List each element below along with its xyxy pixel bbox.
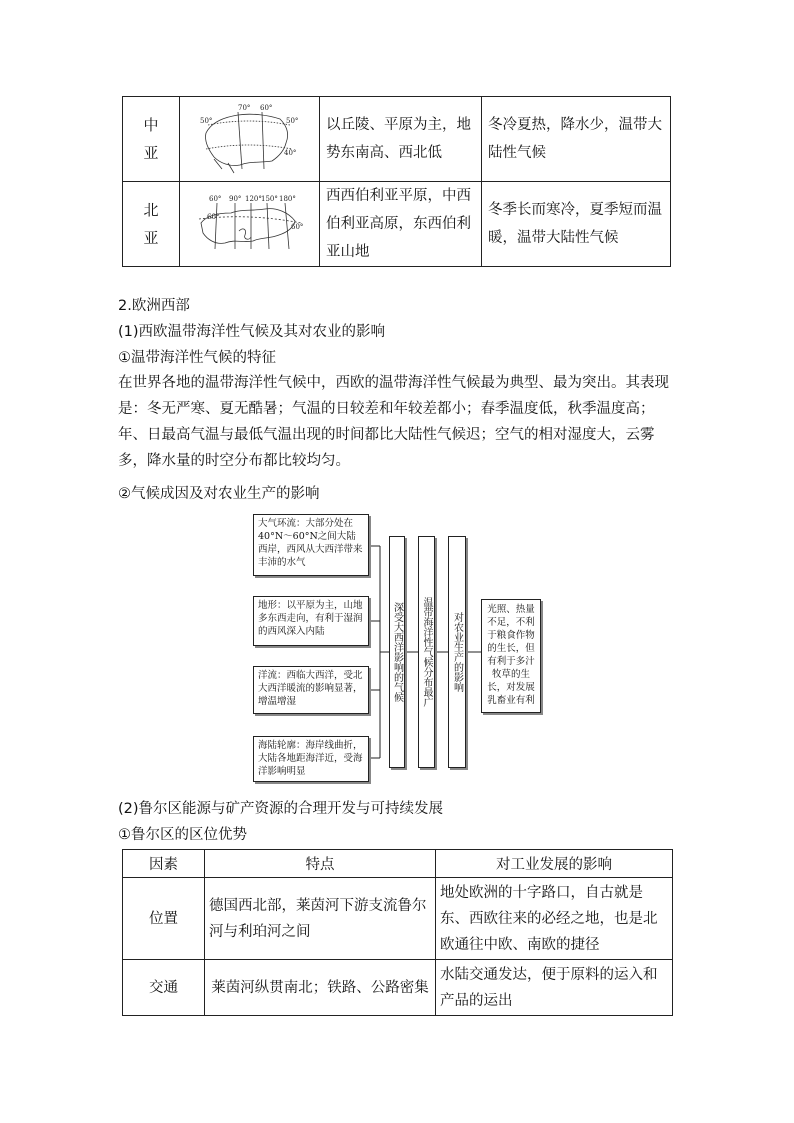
- subheading: (1)西欧温带海洋性气候及其对农业的影响: [118, 324, 386, 340]
- factor-ocean-current: 洋流：西临大西洋，受北大西洋暖流的影响显著，增温增湿: [253, 666, 369, 714]
- region-name-north-asia: 北 亚: [123, 182, 180, 267]
- impact-cell: 水陆交通发达，便于原料的运入和产品的运出: [436, 960, 673, 1016]
- feature-cell: 莱茵河纵贯南北；铁路、公路密集: [205, 960, 436, 1016]
- table-row: [123, 878, 673, 960]
- map-label: 50°: [285, 117, 298, 125]
- map-label: 40°: [283, 149, 296, 157]
- climate-text: 冬冷夏热，降水少，温带大陆性气候: [482, 97, 671, 182]
- result-box: 光照、热量不足，不利于粮食作物的生长，但有利于多汁牧草的生长，对发展乳畜业有利: [481, 599, 541, 713]
- paragraph: 在世界各地的温带海洋性气候中，西欧的温带海洋性气候最为典型、最为突出。其表现是：冬无严寒、夏无酷暑；气温的日较差和年较差都小；春季温度低，秋季温度高；年、日最高气温与最低气温出现的时间都比大陆性气候迟；空气的相对湿度大，云雾多，降水量的时空分布都比较均匀。: [118, 375, 669, 469]
- table-row: [123, 960, 673, 1016]
- column-header: 因素: [123, 850, 205, 878]
- chain-agriculture-impact: 对农业生产的影响: [448, 536, 466, 768]
- factor-atmospheric-circulation: 大气环流：大部分处在40°N～60°N之间大陆西岸，西风从大西洋带来丰沛的水气: [253, 514, 369, 576]
- column-header: 对工业发展的影响: [436, 850, 673, 878]
- subheading: ①温带海洋性气候的特征: [118, 350, 276, 366]
- factor-cell: 位置: [123, 878, 205, 960]
- factor-terrain: 地形：以平原为主，山地多东西走向，有利于湿润的西风深入内陆: [253, 596, 369, 646]
- map-label: 150°: [260, 195, 278, 203]
- map-label: 70°: [237, 104, 250, 112]
- section-heading: 2.欧洲西部: [118, 298, 190, 314]
- subheading: (2)鲁尔区能源与矿产资源的合理开发与可持续发展: [118, 801, 444, 817]
- terrain-text: 以丘陵、平原为主，地势东南高、西北低: [320, 97, 482, 182]
- map-label: 60°: [259, 104, 272, 112]
- impact-cell: 地处欧洲的十字路口，自古就是东、西欧往来的必经之地，也是北欧通往中欧、南欧的捷径: [436, 878, 673, 960]
- factor-coastline: 海陆轮廓：海岸线曲折，大陆各地距海洋近，受海洋影响明显: [253, 736, 369, 782]
- subheading: ②气候成因及对农业生产的影响: [118, 486, 320, 502]
- map-label: 60°: [206, 213, 219, 221]
- map-label: 180°: [278, 195, 296, 203]
- feature-cell: 德国西北部，莱茵河下游支流鲁尔河与利珀河之间: [205, 878, 436, 960]
- map-label: 60°: [208, 195, 221, 203]
- map-label: 120°: [244, 195, 262, 203]
- terrain-text: 西西伯利亚平原，中西伯利亚高原，东西伯利亚山地: [320, 182, 482, 267]
- ruhr-location-table: [122, 849, 673, 1016]
- column-header: 特点: [205, 850, 436, 878]
- map-label: 60°: [290, 223, 303, 231]
- chain-maritime-climate: 温带海洋性气候分布最广: [418, 536, 435, 768]
- climate-text: 冬季长而寒冷，夏季短而温暖，温带大陆性气候: [482, 182, 671, 267]
- table-header-row: [123, 850, 673, 878]
- map-label: 90°: [228, 195, 241, 203]
- factor-cell: 交通: [123, 960, 205, 1016]
- chain-atlantic-influence: 深受大西洋影响的气候: [389, 536, 405, 768]
- subheading: ①鲁尔区的区位优势: [118, 827, 247, 843]
- region-name-central-asia: 中 亚: [123, 97, 180, 182]
- map-label: 50°: [199, 117, 212, 125]
